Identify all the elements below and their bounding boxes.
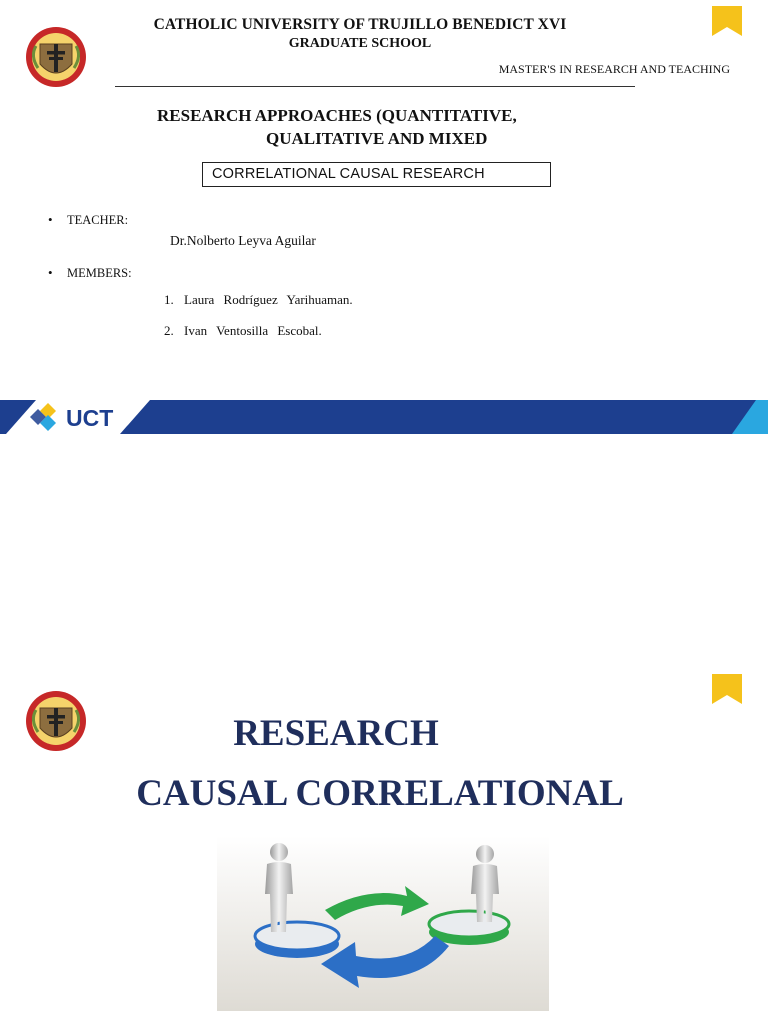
university-seal-icon bbox=[24, 24, 88, 90]
slide-title-line-2: CAUSAL CORRELATIONAL bbox=[136, 773, 624, 814]
brand-banner bbox=[0, 400, 768, 434]
uct-logo-icon bbox=[30, 403, 56, 431]
cause-effect-illustration bbox=[217, 836, 549, 1011]
slide-title-line-2: QUALITATIVE AND MIXED bbox=[266, 129, 488, 148]
university-name: CATHOLIC UNIVERSITY OF TRUJILLO BENEDICT XVI bbox=[153, 16, 567, 33]
bullet-members: • bbox=[48, 265, 53, 280]
content-slide bbox=[0, 668, 768, 1024]
teacher-name: Dr.Nolberto Leyva Aguilar bbox=[170, 233, 316, 248]
members-label: MEMBERS: bbox=[67, 266, 132, 280]
header-divider bbox=[115, 86, 635, 87]
slide-title-line-1: RESEARCH bbox=[233, 713, 439, 754]
bookmark-icon[interactable] bbox=[712, 6, 742, 36]
bullet-teacher: • bbox=[48, 212, 53, 227]
member-number: 2. bbox=[164, 323, 174, 338]
slide-gap bbox=[0, 440, 768, 668]
member-name: Laura Rodríguez Yarihuaman. bbox=[184, 292, 353, 307]
program-name: MASTER'S IN RESEARCH AND TEACHING bbox=[498, 62, 730, 76]
school-name: GRADUATE SCHOOL bbox=[288, 36, 432, 51]
uct-brand-text: UCT bbox=[66, 405, 114, 431]
member-name: Ivan Ventosilla Escobal. bbox=[184, 323, 322, 338]
member-number: 1. bbox=[164, 292, 174, 307]
slide-title-line-1: RESEARCH APPROACHES (QUANTITATIVE, bbox=[157, 106, 517, 125]
title-slide bbox=[0, 0, 768, 440]
bookmark-icon[interactable] bbox=[712, 674, 742, 704]
teacher-label: TEACHER: bbox=[67, 213, 129, 227]
topic-box: CORRELATIONAL CAUSAL RESEARCH bbox=[202, 162, 551, 187]
